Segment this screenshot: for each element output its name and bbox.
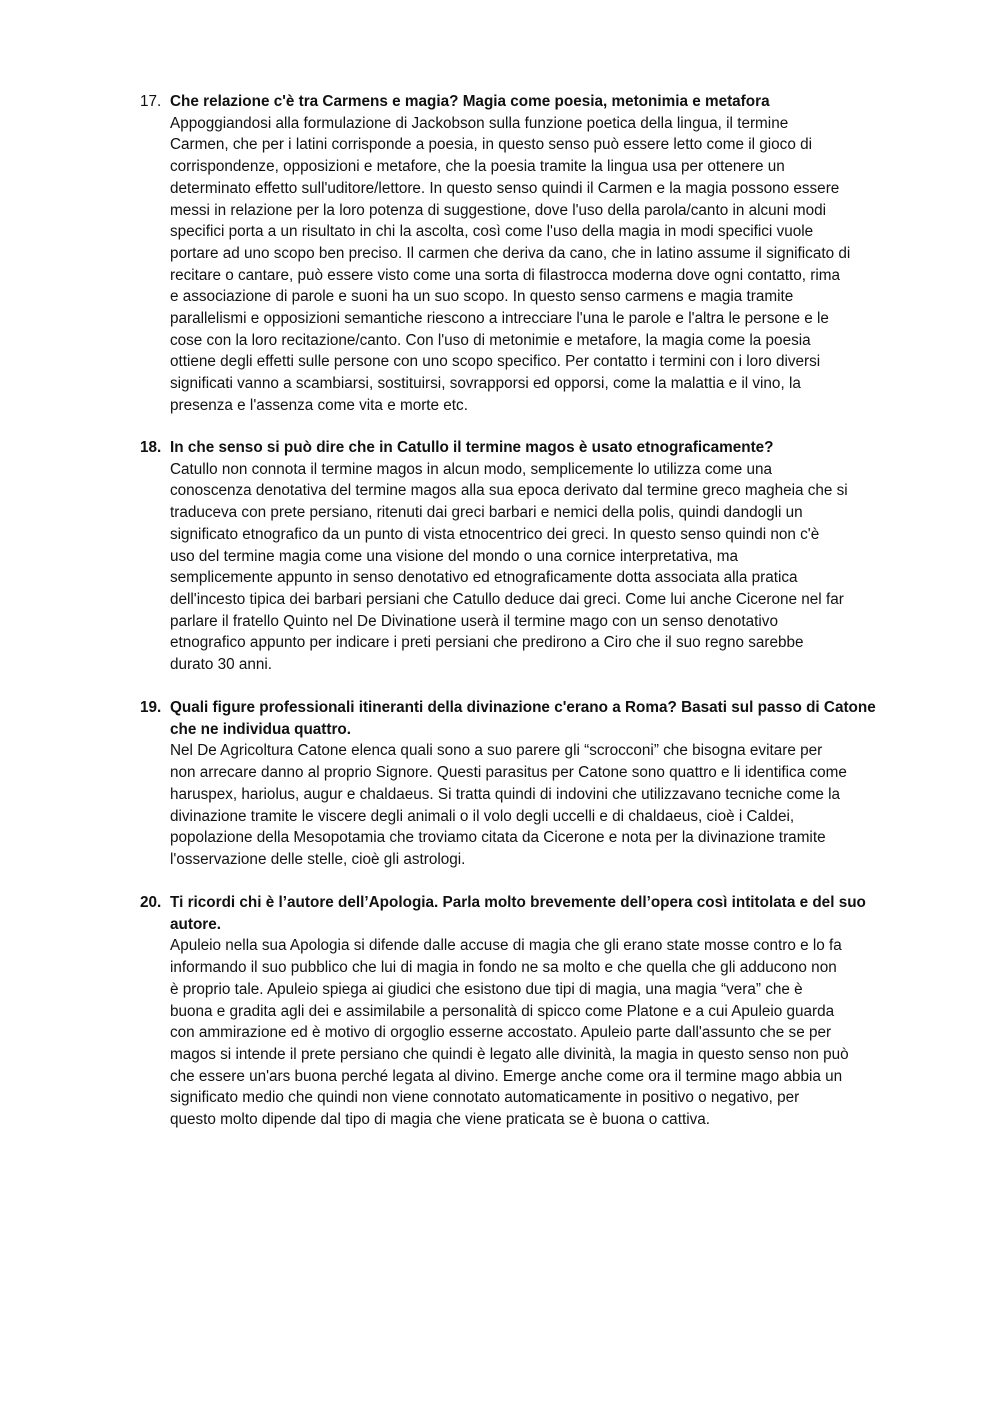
question-20 bbox=[140, 892, 890, 1131]
question-heading bbox=[140, 697, 890, 740]
question-text: In che senso si può dire che in Catullo il termine magos è usato etnograficamente? bbox=[170, 439, 774, 456]
question-heading bbox=[140, 892, 890, 935]
question-17 bbox=[140, 91, 890, 417]
question-18 bbox=[140, 437, 890, 676]
answer-text: Appoggiandosi alla formulazione di Jackobson sulla funzione poetica della lingua, il termine Carmen, che per i latini corrisponde a poesia, in questo senso può essere letto come il gioco di corrispondenze, opposizioni e metafore, che la poesia tramite la lingua usa per ottenere un determinato effetto sull'uditore/lettore. In questo senso quindi il Carmen e la magia possono essere messi in relazione per la loro potenza di suggestione, dove l'uso della parola/canto in alcuni modi specifici porta a un risultato in chi la ascolta, così come l'uso della magia in modi specifici vuole portare ad uno scopo ben preciso. Il carmen che deriva da cano, che in latino assume il significato di recitare o cantare, può essere visto come una sorta di filastrocca moderna dove ogni contatto, rima e associazione di parole e suoni ha un suo scopo. In questo senso carmens e magia tramite parallelismi e opposizioni semantiche riescono a intrecciare l'una le parole e l'altra le persone e le cose con la loro recitazione/canto. Con l'uso di metonimie e metafore, la magia come la poesia ottiene degli effetti sulle persone con uno scopo specifico. Per contatto i termini con i loro diversi significati vanno a scambiarsi, sostituirsi, sovrapporsi ed opporsi, come la malattia e il vino, la presenza e l'assenza come vita e morte etc. bbox=[170, 114, 851, 414]
question-heading bbox=[140, 91, 890, 113]
question-text: Che relazione c'è tra Carmens e magia? Magia come poesia, metonimia e metafora bbox=[170, 93, 770, 110]
question-number: 19. bbox=[140, 699, 162, 716]
answer-text: Nel De Agricoltura Catone elenca quali sono a suo parere gli “scrocconi” che bisogna evitare per non arrecare danno al proprio Signore. Questi parasitus per Catone sono quattro e li identifica come haruspex, hariolus, augur e chaldaeus. Si tratta quindi di indovini che utilizzavano tecniche come la divinazione tramite le viscere degli animali o il volo degli uccelli e di chaldaeus, cioè i Caldei, popolazione della Mesopotamia che troviamo citata da Cicerone e nota per la divinazione tramite l'osservazione delle stelle, cioè gli astrologi. bbox=[170, 742, 847, 868]
question-number: 18. bbox=[140, 439, 162, 456]
answer-text: Catullo non connota il termine magos in alcun modo, semplicemente lo utilizza come una conoscenza denotativa del termine magos alla sua epoca derivato dal termine greco magheia che si traduceva con prete persiano, ritenuti dai greci barbari e nemici della polis, quindi dandogli un significato etnografico da un punto di vista etnocentrico dei greci. In questo senso quindi non c'è uso del termine magia come una visione del mondo o una cornice interpretativa, ma semplicemente appunto in senso denotativo ed etnograficamente dotta associata alla pratica dell'incesto tipica dei barbari persiani che Catullo deduce dai greci. Come lui anche Cicerone nel far parlare il fratello Quinto nel De Divinatione userà il termine mago con un senso denotativo etnografico appunto per indicare i preti persiani che predirono a Ciro che il suo regno sarebbe durato 30 anni. bbox=[170, 460, 848, 674]
answer-text: Apuleio nella sua Apologia si difende dalle accuse di magia che gli erano state mosse contro e lo fa informando il suo pubblico che lui di magia in fondo ne sa molto e che quella che gli adducono non è proprio tale. Apuleio spiega ai giudici che esistono due tipi di magia, una magia “vera” che è buona e gradita agli dei e assimilabile a personalità di spicco come Platone e a cui Apuleio guarda con ammirazione ed è motivo di orgoglio esserne accostato. Apuleio parte dall'assunto che se per magos si intende il prete persiano che quindi è legato alle divinità, la magia in questo senso non può che essere un'ars buona perché legata al divino. Emerge anche come ora il termine mago abbia un significato medio che quindi non viene connotato automaticamente in positivo o negativo, per questo molto dipende dal tipo di magia che viene praticata se è buona o cattiva. bbox=[170, 937, 849, 1129]
question-heading bbox=[140, 437, 890, 459]
question-number: 20. bbox=[140, 894, 162, 911]
question-number: 17. bbox=[140, 93, 162, 110]
question-text: Ti ricordi chi è l’autore dell’Apologia. Parla molto brevemente dell’opera così intitolata e del suo autore. bbox=[170, 894, 866, 933]
question-19 bbox=[140, 697, 890, 871]
question-text: Quali figure professionali itineranti della divinazione c'erano a Roma? Basati sul passo di Catone che ne individua quattro. bbox=[170, 699, 876, 738]
